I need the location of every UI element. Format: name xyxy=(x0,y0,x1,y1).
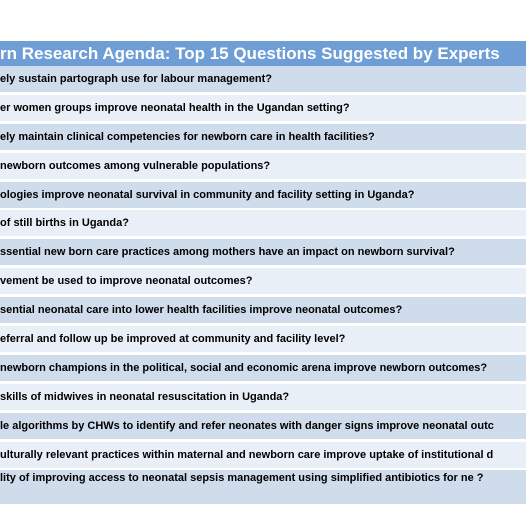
question-text: vement be used to improve neonatal outcomes? xyxy=(0,275,253,288)
question-text: er women groups improve neonatal health in the Ugandan setting? xyxy=(0,101,350,114)
question-row xyxy=(0,470,526,504)
table-title: rn Research Agenda: Top 15 Questions Suggested by Experts xyxy=(0,41,526,66)
question-text: lity of improving access to neonatal sepsis management using simplified antibiotics for ne ? xyxy=(0,472,484,485)
question-text: of still births in Uganda? xyxy=(0,217,129,230)
question-text: le algorithms by CHWs to identify and refer neonates with danger signs improve neonatal outc xyxy=(0,419,494,432)
question-row xyxy=(0,210,526,236)
question-row xyxy=(0,239,526,265)
question-row xyxy=(0,442,526,468)
question-text: ely maintain clinical competencies for newborn care in health facilities? xyxy=(0,130,375,143)
question-text: newborn champions in the political, social and economic arena improve newborn outcomes? xyxy=(0,361,488,374)
question-row xyxy=(0,182,526,208)
questions-list xyxy=(0,66,526,507)
question-row xyxy=(0,297,526,323)
question-row xyxy=(0,384,526,410)
question-text: ulturally relevant practices within maternal and newborn care improve uptake of institutional d xyxy=(0,448,494,461)
question-row xyxy=(0,124,526,150)
question-text: ologies improve neonatal survival in community and facility setting in Uganda? xyxy=(0,188,415,201)
question-row xyxy=(0,355,526,381)
question-text: sential neonatal care into lower health facilities improve neonatal outcomes? xyxy=(0,304,403,317)
question-row xyxy=(0,95,526,121)
question-row xyxy=(0,268,526,294)
question-row xyxy=(0,153,526,179)
question-text: ely sustain partograph use for labour management? xyxy=(0,73,272,85)
question-text: eferral and follow up be improved at community and facility level? xyxy=(0,333,346,346)
question-row xyxy=(0,413,526,439)
question-text: newborn outcomes among vulnerable populations? xyxy=(0,159,271,172)
question-text: ssential new born care practices among mothers have an impact on newborn survival? xyxy=(0,246,455,259)
question-row xyxy=(0,66,526,92)
question-row xyxy=(0,326,526,352)
question-text: skills of midwives in neonatal resuscitation in Uganda? xyxy=(0,390,290,403)
